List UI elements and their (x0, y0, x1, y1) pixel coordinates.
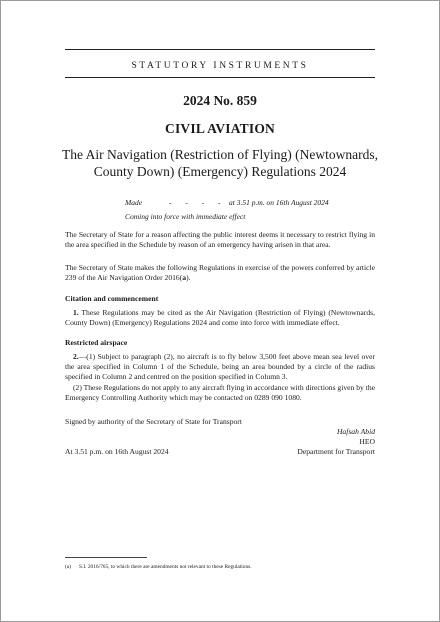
regulation-1 (65, 308, 375, 328)
footnote-rule (65, 557, 147, 558)
preamble-paragraph-2 (65, 263, 375, 283)
series-label: STATUTORY INSTRUMENTS (131, 61, 309, 71)
signature-authority: Signed by authority of the Secretary of State for Transport (65, 417, 242, 426)
title-line-1: The Air Navigation (Restriction of Flying) (Newtownards, (61, 147, 379, 162)
regulation-1-text: These Regulations may be cited as the Air Navigation (Restriction of Flying) (Newtownards, County Down) (Emergency) Regulations 2024 and come into force with immediate effect. (65, 308, 375, 327)
regulation-2-paragraph-2: (2) These Regulations do not apply to any aircraft flying in accordance with directions given by the Emergency Controlling Authority which may be contacted on 0289 090 1080. (65, 383, 375, 402)
regulation-1-number: 1. (73, 308, 79, 317)
regulation-2-paragraph-1 (65, 352, 375, 382)
top-rule (65, 49, 375, 50)
subject-heading: CIVIL AVIATION (165, 121, 275, 136)
series-rule (65, 77, 375, 78)
regulations-title (61, 146, 379, 180)
signatory-block (297, 427, 375, 457)
regulation-2-number: 2. (73, 352, 79, 361)
footnote-text: S.I. 2016/765, to which there are amendments not relevant to these Regulations. (78, 564, 252, 570)
signatory-department: Department for Transport (297, 447, 375, 456)
footnote (65, 564, 399, 570)
made-label: Made (125, 198, 143, 207)
coming-into-force: Coming into force with immediate effect (125, 212, 246, 221)
title-line-2: County Down) (Emergency) Regulations 2024 (93, 164, 347, 179)
regulation-2-p1-text: —(1) Subject to paragraph (2), no aircraft is to fly below 3,500 feet above mean sea level over the area specified in Column 1 of the Schedule, being an area bounded by a circle of the radius specified in Column 2 and centred on the position specified in Column 3. (65, 352, 375, 381)
citation-heading: Citation and commencement (65, 294, 159, 303)
footnote-ref: a (182, 273, 187, 282)
preamble-paragraph-1: The Secretary of State for a reason affecting the public interest deems it necessary to restrict flying in the area specified in the Schedule by reason of an emergency having arisen in that area. (65, 230, 375, 249)
signatory-name: Hafsah Abid (336, 427, 375, 436)
made-date: at 3.51 p.m. on 16th August 2024 (229, 198, 329, 207)
signatory-role: HEO (359, 437, 375, 446)
airspace-heading: Restricted airspace (65, 338, 128, 347)
footnote-mark: (a) (65, 564, 71, 570)
signature-date: At 3.51 p.m. on 16th August 2024 (65, 447, 169, 456)
preamble-p2-text: The Secretary of State makes the following Regulations in exercise of the powers conferred by article 239 of the Air Navigation Order 2016( (65, 263, 375, 282)
preamble-p2-end: ). (186, 273, 191, 282)
made-dashes: - - - - (169, 198, 227, 207)
instrument-number: 2024 No. 859 (183, 93, 257, 108)
